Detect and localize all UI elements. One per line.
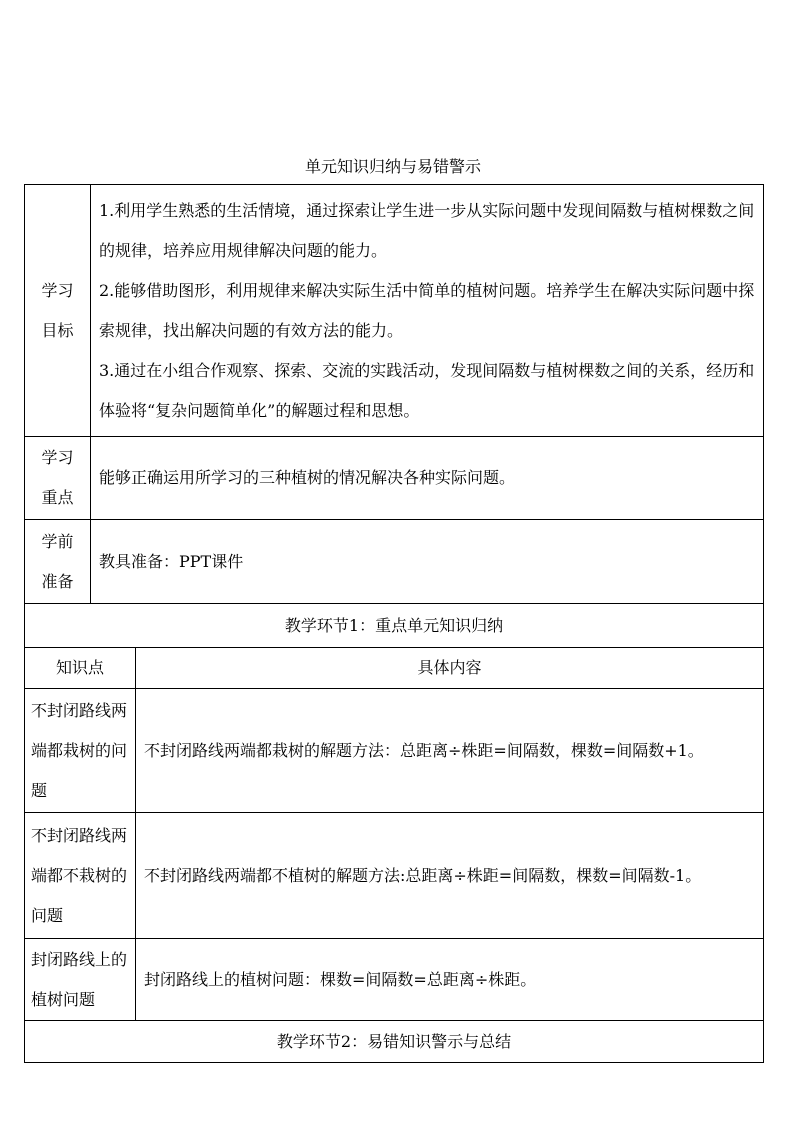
- preparation-label: 学前 准备: [25, 520, 91, 604]
- knowledge-content: 不封闭路线两端都不植树的解题方法:总距离÷株距=间隔数，棵数=间隔数-1。: [136, 813, 764, 939]
- lesson-plan-table: [24, 184, 764, 1063]
- preparation-row: [25, 520, 764, 604]
- knowledge-header-row: [25, 648, 764, 689]
- section1-row: [25, 604, 764, 648]
- objectives-row: [25, 185, 764, 437]
- objective-item: 2.能够借助图形，利用规律来解决实际生活中简单的植树问题。培养学生在解决实际问题中探索规律，找出解决问题的有效方法的能力。: [99, 280, 755, 340]
- col-header-knowledge: 知识点: [25, 648, 136, 689]
- objectives-content: [91, 185, 764, 437]
- key-points-content: 能够正确运用所学习的三种植树的情况解决各种实际问题。: [91, 437, 764, 520]
- knowledge-point: 封闭路线上的植树问题: [25, 939, 136, 1021]
- page-title: 单元知识归纳与易错警示: [304, 157, 481, 176]
- key-points-row: [25, 437, 764, 520]
- knowledge-content: 不封闭路线两端都栽树的解题方法：总距离÷株距=间隔数，棵数=间隔数+1。: [136, 689, 764, 813]
- knowledge-content: 封闭路线上的植树问题：棵数=间隔数=总距离÷株距。: [136, 939, 764, 1021]
- knowledge-row: [25, 689, 764, 813]
- section2-row: [25, 1021, 764, 1063]
- objective-item: 1.利用学生熟悉的生活情境，通过探索让学生进一步从实际问题中发现间隔数与植树棵数之间的规律，培养应用规律解决问题的能力。: [99, 200, 755, 260]
- knowledge-point: 不封闭路线两端都栽树的问题: [25, 689, 136, 813]
- knowledge-point: 不封闭路线两端都不栽树的问题: [25, 813, 136, 939]
- key-points-label: 学习 重点: [25, 437, 91, 520]
- objectives-label: 学习 目标: [25, 185, 91, 437]
- knowledge-row: [25, 939, 764, 1021]
- section1-title: 教学环节1：重点单元知识归纳: [25, 604, 764, 648]
- col-header-content: 具体内容: [136, 648, 764, 689]
- objective-item: 3.通过在小组合作观察、探索、交流的实践活动，发现间隔数与植树棵数之间的关系，经历和体验将“复杂问题简单化”的解题过程和思想。: [99, 360, 755, 420]
- knowledge-row: [25, 813, 764, 939]
- preparation-content: 教具准备：PPT课件: [91, 520, 764, 604]
- section2-title: 教学环节2：易错知识警示与总结: [25, 1021, 764, 1063]
